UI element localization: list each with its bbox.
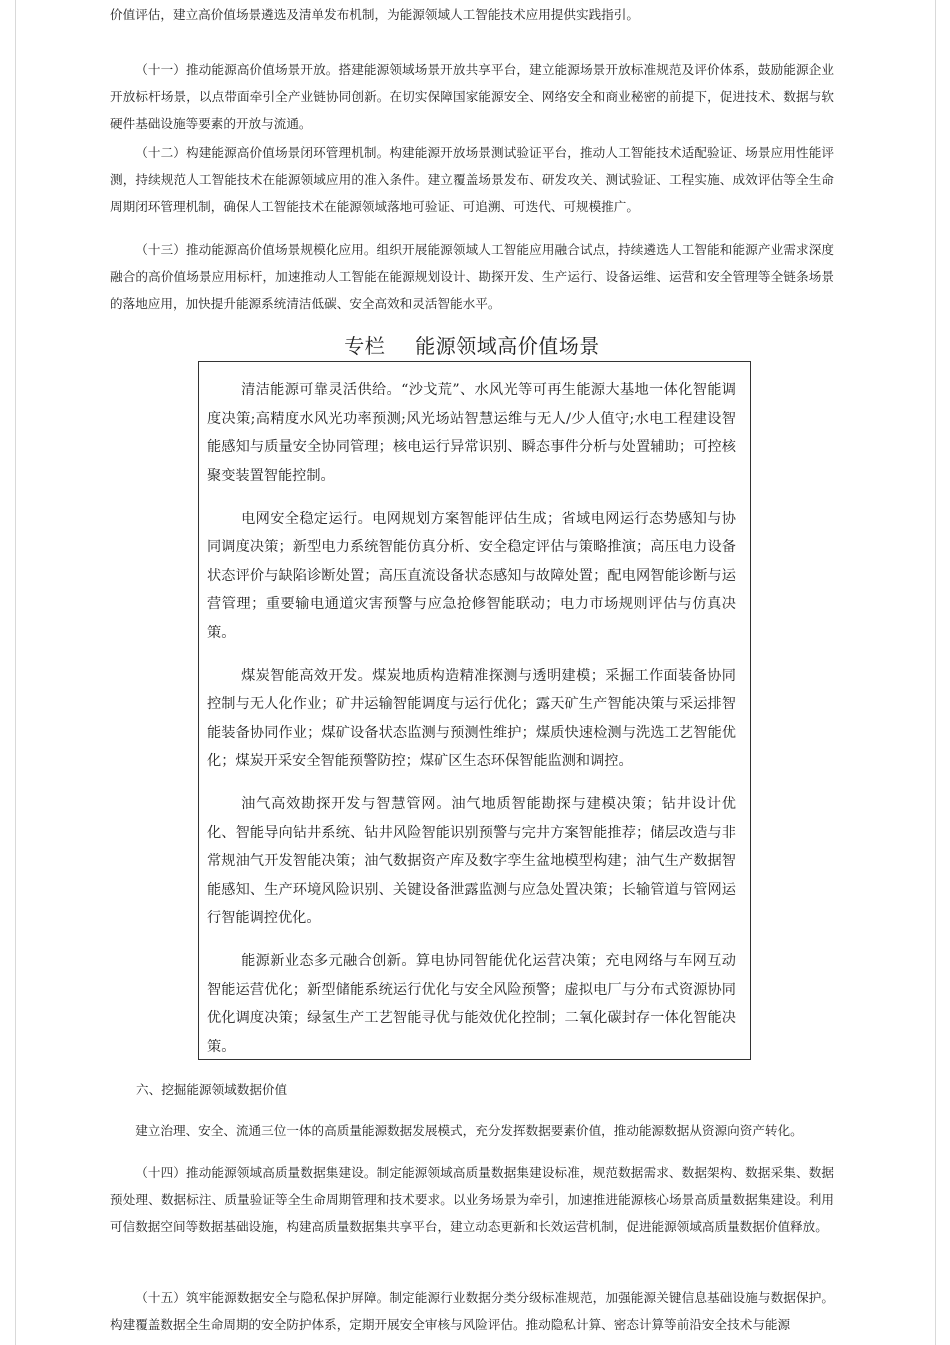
paragraph-item-14: （十四）推动能源领域高质量数据集建设。制定能源领域高质量数据集建设标准，规范数据需求、数据架构、数据采集、数据预处理、数据标注、质量验证等全生命周期管理和技术要求。以业务场景为牵引，加速推进能源核心场景高质量数据集建设。利用可信数据空间等数据基础设施，构建高质量数据集共享平台，建立动态更新和长效运营机制，促进能源领域高质量数据价值释放。 [110,1165,834,1234]
column-box-title [110,330,834,359]
column-box-item-new-business: 能源新业态多元融合创新。算电协同智能优化运营决策；充电网络与车网互动智能运营优化；新型储能系统运行优化与安全风险预警；虚拟电厂与分布式资源协同优化调度决策；绿氢生产工艺智能寻优与能效优化控制；二氧化碳封存一体化智能决策。 [207,953,736,1055]
section-intro-paragraph: 建立治理、安全、流通三位一体的高质量能源数据发展模式，充分发挥数据要素价值，推动能源数据从资源向资产转化。 [135,1123,803,1138]
page-border-right [935,0,936,1345]
column-box [198,361,751,1060]
page-border-left [15,0,16,1345]
column-box-item-oil-gas: 油气高效勘探开发与智慧管网。油气地质智能勘探与建模决策；钻井设计优化、智能导向钻井系统、钻井风险智能识别预警与完井方案智能推荐；储层改造与非常规油气开发智能决策；油气数据资产库及数字孪生盆地模型构建；油气生产数据智能感知、生产环境风险识别、关键设备泄露监测与应急处置决策；长输管道与管网运行智能调控优化。 [207,796,736,926]
section-heading: 六、挖掘能源领域数据价值 [136,1082,288,1097]
column-box-title-text: 能源领域高价值场景 [415,334,600,358]
column-box-item-clean-energy: 清洁能源可靠灵活供给。“沙戈荒”、水风光等可再生能源大基地一体化智能调度决策;高精度水风光功率预测;风光场站智慧运维与无人/少人值守;水电工程建设智能感知与质量安全协同管理；核电运行异常识别、瞬态事件分析与处置辅助；可控核聚变装置智能控制。 [207,382,736,484]
column-box-title-label: 专栏 [344,334,386,358]
paragraph-item-15: （十五）筑牢能源数据安全与隐私保护屏障。制定能源行业数据分类分级标准规范，加强能源关键信息基础设施与数据保护。构建覆盖数据全生命周期的安全防护体系，定期开展安全审核与风险评估。推动隐私计算、密态计算等前沿安全技术与能源 [110,1290,834,1332]
paragraph-continuation: 价值评估，建立高价值场景遴选及清单发布机制，为能源领域人工智能技术应用提供实践指引。 [110,7,639,22]
paragraph-item-11: （十一）推动能源高价值场景开放。搭建能源领域场景开放共享平台，建立能源场景开放标准规范及评价体系，鼓励能源企业开放标杆场景，以点带面牵引全产业链协同创新。在切实保障国家能源安全、网络安全和商业秘密的前提下，促进技术、数据与软硬件基础设施等要素的开放与流通。 [110,62,834,131]
column-box-item-coal: 煤炭智能高效开发。煤炭地质构造精准探测与透明建模；采掘工作面装备协同控制与无人化作业；矿井运输智能调度与运行优化；露天矿生产智能决策与采运排智能装备协同作业；煤矿设备状态监测与预测性维护；煤质快速检测与洗选工艺智能优化；煤炭开采安全智能预警防控；煤矿区生态环保智能监测和调控。 [207,667,736,769]
column-box-item-grid: 电网安全稳定运行。电网规划方案智能评估生成；省域电网运行态势感知与协同调度决策；新型电力系统智能仿真分析、安全稳定评估与策略推演；高压电力设备状态评价与缺陷诊断处置；高压直流设备状态感知与故障处置；配电网智能诊断与运营管理；重要输电通道灾害预警与应急抢修智能联动；电力市场规则评估与仿真决策。 [207,510,736,641]
paragraph-item-12: （十二）构建能源高价值场景闭环管理机制。构建能源开放场景测试验证平台，推动人工智能技术适配验证、场景应用性能评测，持续规范人工智能技术在能源领域应用的准入条件。建立覆盖场景发布、研发攻关、测试验证、工程实施、成效评估等全生命周期闭环管理机制，确保人工智能技术在能源领域落地可验证、可追溯、可迭代、可规模推广。 [110,145,834,214]
paragraph-item-13: （十三）推动能源高价值场景规模化应用。组织开展能源领域人工智能应用融合试点，持续遴选人工智能和能源产业需求深度融合的高价值场景应用标杆，加速推动人工智能在能源规划设计、勘探开发、生产运行、设备运维、运营和安全管理等全链条场景的落地应用，加快提升能源系统清洁低碳、安全高效和灵活智能水平。 [110,242,834,311]
